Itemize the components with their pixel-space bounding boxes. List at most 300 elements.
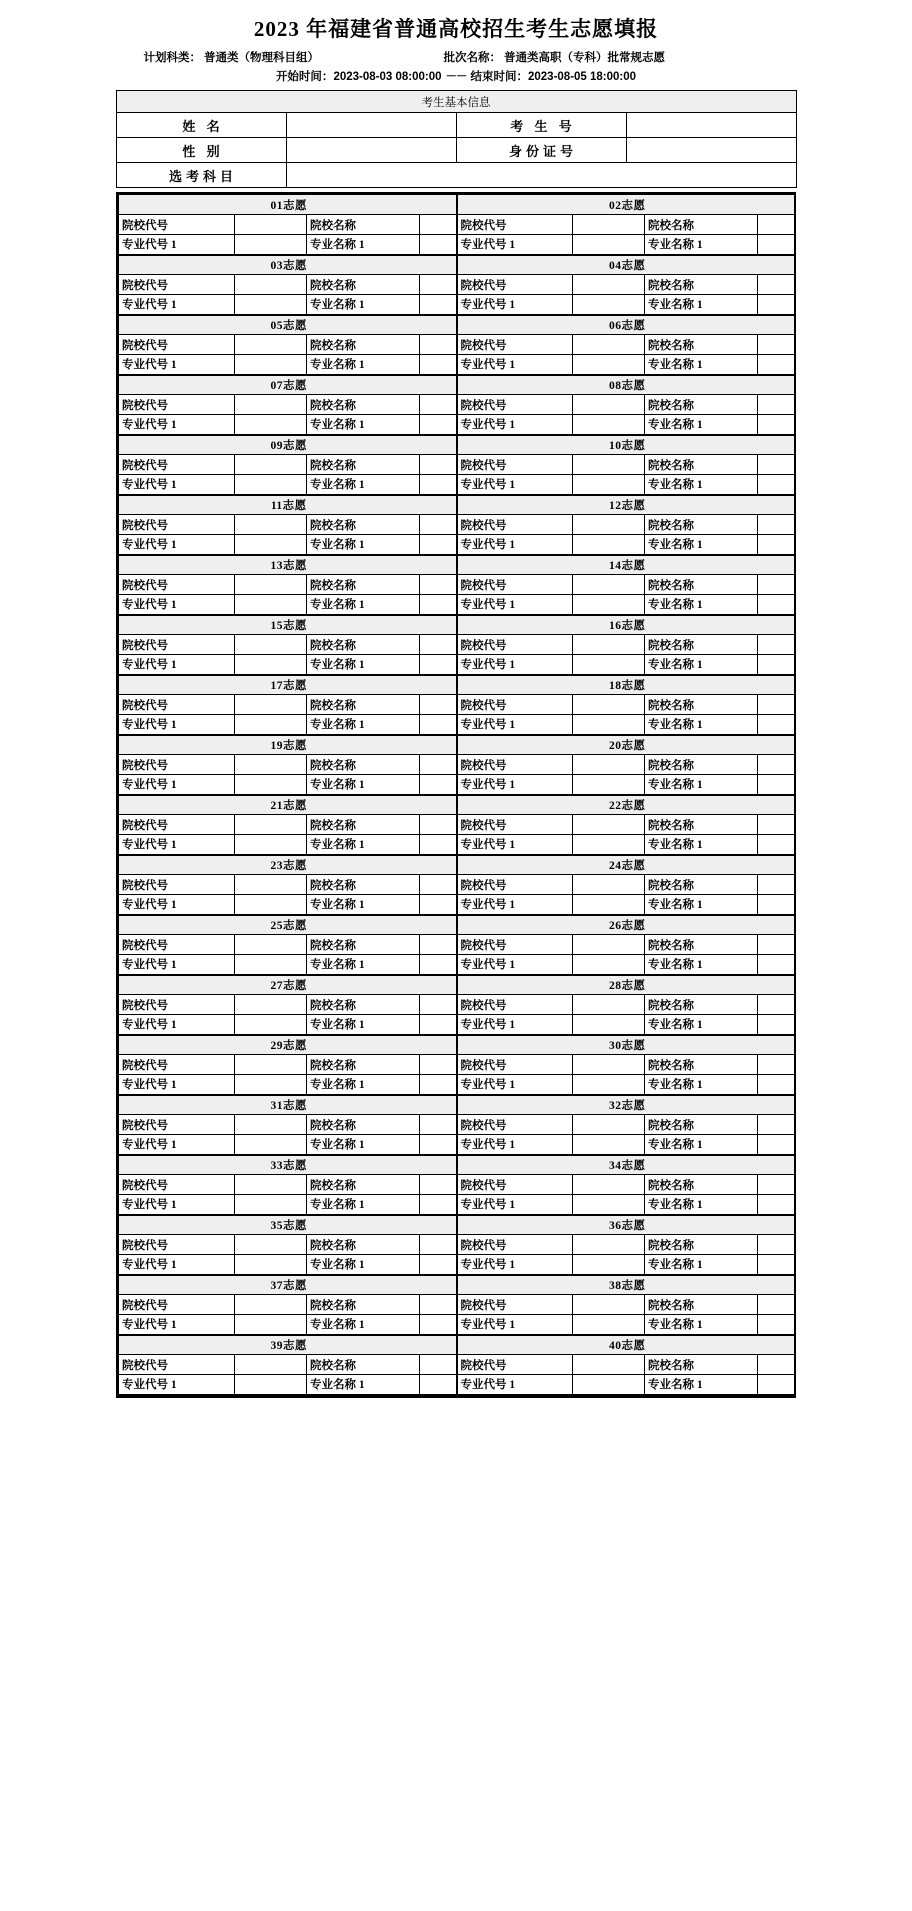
school-code-label: 院校代号: [119, 1055, 235, 1075]
school-code-field[interactable]: [235, 695, 307, 715]
major-name-field[interactable]: [420, 955, 457, 975]
school-code-field[interactable]: [573, 635, 645, 655]
major-code-field[interactable]: [573, 295, 645, 315]
wish-school-row: [119, 575, 795, 595]
school-name-field[interactable]: [420, 1235, 457, 1255]
major-code-label: 专业代号 1: [457, 1015, 573, 1035]
major-code-field[interactable]: [573, 1255, 645, 1275]
meta-row-time: [0, 65, 912, 90]
school-code-field[interactable]: [235, 275, 307, 295]
major-name-field[interactable]: [420, 1015, 457, 1035]
wish-header-row: [119, 915, 795, 935]
school-name-field[interactable]: [758, 275, 795, 295]
school-code-label: 院校代号: [457, 1115, 573, 1135]
major-code-label: 专业代号 1: [457, 655, 573, 675]
major-code-field[interactable]: [573, 1075, 645, 1095]
school-name-label: 院校名称: [307, 1295, 420, 1315]
major-code-field[interactable]: [573, 475, 645, 495]
major-name-field[interactable]: [758, 835, 795, 855]
basic-info-header-row: [116, 91, 796, 113]
major-name-label: 专业名称 1: [645, 1015, 758, 1035]
school-code-field[interactable]: [573, 1235, 645, 1255]
school-name-field[interactable]: [420, 635, 457, 655]
school-name-label: 院校名称: [645, 1295, 758, 1315]
school-name-label: 院校名称: [645, 875, 758, 895]
major-code-field[interactable]: [235, 835, 307, 855]
major-code-field[interactable]: [235, 295, 307, 315]
major-name-field[interactable]: [758, 1195, 795, 1215]
major-code-field[interactable]: [573, 355, 645, 375]
major-name-field[interactable]: [420, 835, 457, 855]
major-name-field[interactable]: [420, 535, 457, 555]
wish-major-row: [119, 295, 795, 315]
major-code-field[interactable]: [235, 1375, 307, 1395]
school-name-label: 院校名称: [645, 1055, 758, 1075]
school-code-label: 院校代号: [457, 515, 573, 535]
wish-header-row: [119, 1035, 795, 1055]
major-code-label: 专业代号 1: [119, 955, 235, 975]
plan-category: [139, 49, 444, 65]
school-name-field[interactable]: [758, 935, 795, 955]
wish-title-10: 10志愿: [457, 435, 795, 455]
time-separator: －－: [445, 71, 467, 83]
wish-title-18: 18志愿: [457, 675, 795, 695]
major-name-label: 专业名称 1: [307, 895, 420, 915]
major-code-field[interactable]: [573, 775, 645, 795]
meta-row-category: [0, 47, 912, 65]
major-name-label: 专业名称 1: [307, 295, 420, 315]
wish-title-26: 26志愿: [457, 915, 795, 935]
school-code-field[interactable]: [573, 275, 645, 295]
major-code-field[interactable]: [235, 1315, 307, 1335]
major-name-field[interactable]: [420, 235, 457, 255]
wish-major-row: [119, 235, 795, 255]
major-name-field[interactable]: [758, 475, 795, 495]
page-title: 2023 年福建省普通高校招生考生志愿填报: [253, 17, 659, 41]
major-name-label: 专业名称 1: [645, 1135, 758, 1155]
major-name-field[interactable]: [758, 1375, 795, 1395]
school-code-label: 院校代号: [119, 215, 235, 235]
major-code-label: 专业代号 1: [119, 355, 235, 375]
wish-header-row: [119, 615, 795, 635]
school-code-field[interactable]: [573, 575, 645, 595]
school-name-field[interactable]: [758, 1235, 795, 1255]
major-name-field[interactable]: [758, 715, 795, 735]
school-name-field[interactable]: [420, 1175, 457, 1195]
school-code-field[interactable]: [573, 1115, 645, 1135]
school-code-label: 院校代号: [119, 995, 235, 1015]
school-name-label: 院校名称: [307, 875, 420, 895]
major-name-label: 专业名称 1: [645, 535, 758, 555]
major-name-label: 专业名称 1: [645, 775, 758, 795]
school-code-field[interactable]: [235, 515, 307, 535]
school-name-label: 院校名称: [307, 575, 420, 595]
major-code-label: 专业代号 1: [457, 775, 573, 795]
major-name-label: 专业名称 1: [307, 775, 420, 795]
wish-header-row: [119, 1155, 795, 1175]
major-name-label: 专业名称 1: [307, 355, 420, 375]
major-code-field[interactable]: [573, 895, 645, 915]
wish-school-row: [119, 335, 795, 355]
school-name-label: 院校名称: [307, 1235, 420, 1255]
major-name-field[interactable]: [420, 595, 457, 615]
school-code-field[interactable]: [573, 1055, 645, 1075]
major-code-label: 专业代号 1: [457, 235, 573, 255]
school-code-field[interactable]: [235, 455, 307, 475]
major-name-field[interactable]: [420, 895, 457, 915]
major-name-label: 专业名称 1: [645, 475, 758, 495]
major-code-label: 专业代号 1: [119, 1015, 235, 1035]
name-field[interactable]: [286, 113, 456, 138]
school-name-label: 院校名称: [307, 1055, 420, 1075]
school-name-field[interactable]: [758, 1055, 795, 1075]
major-code-label: 专业代号 1: [119, 715, 235, 735]
wish-major-row: [119, 1375, 795, 1395]
major-code-field[interactable]: [235, 1195, 307, 1215]
school-name-label: 院校名称: [645, 815, 758, 835]
school-name-label: 院校名称: [307, 395, 420, 415]
school-name-field[interactable]: [758, 995, 795, 1015]
major-code-field[interactable]: [573, 1135, 645, 1155]
wish-school-row: [119, 1295, 795, 1315]
major-name-field[interactable]: [758, 1255, 795, 1275]
school-name-label: 院校名称: [645, 275, 758, 295]
major-name-field[interactable]: [758, 595, 795, 615]
major-code-field[interactable]: [235, 895, 307, 915]
elective-subjects-field[interactable]: [286, 163, 796, 188]
major-code-field[interactable]: [573, 715, 645, 735]
school-code-field[interactable]: [235, 1295, 307, 1315]
wish-major-row: [119, 655, 795, 675]
school-code-label: 院校代号: [457, 635, 573, 655]
school-name-label: 院校名称: [645, 215, 758, 235]
school-name-field[interactable]: [420, 755, 457, 775]
major-name-field[interactable]: [420, 775, 457, 795]
exam-id-field[interactable]: [626, 113, 796, 138]
wish-title-40: 40志愿: [457, 1335, 795, 1355]
major-name-field[interactable]: [420, 1075, 457, 1095]
major-code-label: 专业代号 1: [457, 295, 573, 315]
school-code-label: 院校代号: [457, 815, 573, 835]
table-row: [116, 113, 796, 138]
school-name-field[interactable]: [758, 635, 795, 655]
id-card-field[interactable]: [626, 138, 796, 163]
school-code-field[interactable]: [235, 335, 307, 355]
major-name-field[interactable]: [758, 415, 795, 435]
batch-name-label: 批次名称：: [443, 52, 501, 64]
school-name-field[interactable]: [420, 1115, 457, 1135]
school-code-field[interactable]: [573, 1295, 645, 1315]
wish-header-row: [119, 675, 795, 695]
school-name-field[interactable]: [758, 515, 795, 535]
school-name-label: 院校名称: [307, 275, 420, 295]
school-code-field[interactable]: [573, 455, 645, 475]
wish-school-row: [119, 1055, 795, 1075]
major-name-field[interactable]: [758, 1075, 795, 1095]
major-name-field[interactable]: [420, 715, 457, 735]
school-code-label: 院校代号: [119, 515, 235, 535]
major-code-field[interactable]: [235, 955, 307, 975]
major-name-label: 专业名称 1: [307, 535, 420, 555]
major-name-label: 专业名称 1: [645, 355, 758, 375]
school-name-field[interactable]: [758, 575, 795, 595]
major-name-field[interactable]: [420, 1195, 457, 1215]
major-code-field[interactable]: [573, 655, 645, 675]
school-name-label: 院校名称: [645, 335, 758, 355]
wish-title-03: 03志愿: [119, 255, 457, 275]
major-name-field[interactable]: [758, 1015, 795, 1035]
school-code-label: 院校代号: [457, 995, 573, 1015]
school-name-field[interactable]: [420, 455, 457, 475]
major-name-field[interactable]: [420, 415, 457, 435]
school-code-field[interactable]: [573, 815, 645, 835]
school-name-field[interactable]: [420, 875, 457, 895]
major-code-field[interactable]: [573, 1195, 645, 1215]
school-code-field[interactable]: [573, 1175, 645, 1195]
school-name-field[interactable]: [420, 695, 457, 715]
major-code-field[interactable]: [235, 535, 307, 555]
wish-header-row: [119, 1275, 795, 1295]
major-code-field[interactable]: [573, 1015, 645, 1035]
wish-major-row: [119, 595, 795, 615]
wish-major-row: [119, 1255, 795, 1275]
major-code-label: 专业代号 1: [457, 1315, 573, 1335]
school-code-field[interactable]: [235, 1115, 307, 1135]
school-code-field[interactable]: [573, 875, 645, 895]
major-name-label: 专业名称 1: [307, 1255, 420, 1275]
major-name-field[interactable]: [758, 1135, 795, 1155]
major-name-field[interactable]: [420, 1315, 457, 1335]
school-name-field[interactable]: [758, 335, 795, 355]
school-name-field[interactable]: [758, 215, 795, 235]
school-name-field[interactable]: [758, 395, 795, 415]
major-code-label: 专业代号 1: [457, 715, 573, 735]
school-name-field[interactable]: [758, 815, 795, 835]
start-time-value: 2023-08-03 08:00:00: [333, 71, 442, 83]
wish-title-32: 32志愿: [457, 1095, 795, 1115]
school-code-label: 院校代号: [457, 275, 573, 295]
major-code-field[interactable]: [235, 475, 307, 495]
school-name-field[interactable]: [758, 1355, 795, 1375]
wish-title-14: 14志愿: [457, 555, 795, 575]
school-name-field[interactable]: [758, 1175, 795, 1195]
major-code-field[interactable]: [235, 235, 307, 255]
school-name-field[interactable]: [420, 1295, 457, 1315]
wish-header-row: [119, 795, 795, 815]
school-code-label: 院校代号: [119, 875, 235, 895]
major-name-label: 专业名称 1: [645, 1315, 758, 1335]
major-name-label: 专业名称 1: [645, 655, 758, 675]
school-name-label: 院校名称: [645, 575, 758, 595]
school-name-field[interactable]: [420, 515, 457, 535]
wish-title-07: 07志愿: [119, 375, 457, 395]
school-name-field[interactable]: [420, 1355, 457, 1375]
major-code-field[interactable]: [235, 655, 307, 675]
major-name-field[interactable]: [420, 475, 457, 495]
school-name-field[interactable]: [420, 335, 457, 355]
major-name-label: 专业名称 1: [645, 835, 758, 855]
school-code-field[interactable]: [573, 695, 645, 715]
major-name-label: 专业名称 1: [645, 295, 758, 315]
school-code-field[interactable]: [235, 575, 307, 595]
major-name-field[interactable]: [420, 655, 457, 675]
wish-school-row: [119, 695, 795, 715]
school-code-label: 院校代号: [457, 1055, 573, 1075]
school-code-field[interactable]: [573, 515, 645, 535]
school-code-field[interactable]: [235, 815, 307, 835]
major-name-field[interactable]: [420, 355, 457, 375]
school-code-field[interactable]: [235, 875, 307, 895]
major-code-label: 专业代号 1: [457, 535, 573, 555]
major-name-label: 专业名称 1: [645, 1255, 758, 1275]
school-code-field[interactable]: [573, 935, 645, 955]
major-name-field[interactable]: [758, 355, 795, 375]
school-name-field[interactable]: [758, 875, 795, 895]
major-name-label: 专业名称 1: [307, 1315, 420, 1335]
major-name-label: 专业名称 1: [307, 1015, 420, 1035]
major-code-field[interactable]: [573, 415, 645, 435]
major-code-field[interactable]: [235, 715, 307, 735]
school-name-field[interactable]: [758, 455, 795, 475]
school-code-field[interactable]: [235, 935, 307, 955]
school-code-field[interactable]: [235, 1235, 307, 1255]
school-code-field[interactable]: [235, 1175, 307, 1195]
major-code-label: 专业代号 1: [457, 1135, 573, 1155]
major-code-field[interactable]: [235, 415, 307, 435]
school-name-field[interactable]: [420, 995, 457, 1015]
major-code-field[interactable]: [573, 235, 645, 255]
major-code-field[interactable]: [235, 1255, 307, 1275]
school-code-label: 院校代号: [119, 635, 235, 655]
wish-title-37: 37志愿: [119, 1275, 457, 1295]
major-name-field[interactable]: [420, 1135, 457, 1155]
major-code-field[interactable]: [573, 595, 645, 615]
major-code-field[interactable]: [573, 1375, 645, 1395]
major-name-field[interactable]: [758, 235, 795, 255]
plan-category-value: 普通类（物理科目组）: [204, 52, 319, 64]
school-code-field[interactable]: [235, 1055, 307, 1075]
wish-header-row: [119, 1215, 795, 1235]
major-name-field[interactable]: [420, 295, 457, 315]
major-code-label: 专业代号 1: [119, 1255, 235, 1275]
school-name-label: 院校名称: [307, 995, 420, 1015]
school-name-field[interactable]: [420, 815, 457, 835]
wish-title-06: 06志愿: [457, 315, 795, 335]
major-code-field[interactable]: [573, 1315, 645, 1335]
school-name-field[interactable]: [420, 275, 457, 295]
major-code-label: 专业代号 1: [119, 475, 235, 495]
school-name-field[interactable]: [420, 395, 457, 415]
major-code-field[interactable]: [235, 1135, 307, 1155]
school-code-field[interactable]: [573, 395, 645, 415]
major-name-label: 专业名称 1: [307, 955, 420, 975]
wish-title-34: 34志愿: [457, 1155, 795, 1175]
school-name-field[interactable]: [758, 695, 795, 715]
school-name-field[interactable]: [758, 755, 795, 775]
major-name-label: 专业名称 1: [645, 235, 758, 255]
major-name-field[interactable]: [758, 535, 795, 555]
major-name-label: 专业名称 1: [307, 1135, 420, 1155]
wish-title-36: 36志愿: [457, 1215, 795, 1235]
major-code-field[interactable]: [235, 1075, 307, 1095]
major-name-field[interactable]: [758, 895, 795, 915]
end-time-value: 2023-08-05 18:00:00: [528, 71, 637, 83]
plan-category-label: 计划科类：: [143, 52, 201, 64]
major-name-field[interactable]: [758, 955, 795, 975]
wish-school-row: [119, 215, 795, 235]
school-code-field[interactable]: [235, 395, 307, 415]
elective-subjects-label: 选考科目: [116, 163, 286, 188]
major-name-label: 专业名称 1: [645, 895, 758, 915]
school-name-label: 院校名称: [645, 635, 758, 655]
wish-major-row: [119, 955, 795, 975]
school-code-field[interactable]: [573, 755, 645, 775]
major-code-field[interactable]: [573, 535, 645, 555]
major-code-field[interactable]: [235, 595, 307, 615]
school-code-field[interactable]: [235, 755, 307, 775]
school-name-label: 院校名称: [645, 1235, 758, 1255]
school-code-field[interactable]: [235, 1355, 307, 1375]
wish-major-row: [119, 715, 795, 735]
school-name-label: 院校名称: [645, 515, 758, 535]
major-code-field[interactable]: [573, 835, 645, 855]
wish-header-row: [119, 195, 795, 215]
school-code-label: 院校代号: [457, 395, 573, 415]
school-name-label: 院校名称: [307, 515, 420, 535]
school-name-field[interactable]: [758, 1295, 795, 1315]
school-name-field[interactable]: [420, 215, 457, 235]
school-name-field[interactable]: [758, 1115, 795, 1135]
major-name-field[interactable]: [758, 295, 795, 315]
gender-field[interactable]: [286, 138, 456, 163]
wish-title-28: 28志愿: [457, 975, 795, 995]
major-code-label: 专业代号 1: [119, 1195, 235, 1215]
major-code-field[interactable]: [235, 355, 307, 375]
school-name-field[interactable]: [420, 935, 457, 955]
major-code-field[interactable]: [573, 955, 645, 975]
major-name-field[interactable]: [420, 1255, 457, 1275]
school-name-label: 院校名称: [645, 395, 758, 415]
major-name-label: 专业名称 1: [307, 1375, 420, 1395]
major-code-label: 专业代号 1: [119, 415, 235, 435]
wish-title-35: 35志愿: [119, 1215, 457, 1235]
wish-header-row: [119, 1095, 795, 1115]
major-name-field[interactable]: [758, 775, 795, 795]
school-code-label: 院校代号: [119, 455, 235, 475]
major-name-field[interactable]: [758, 1315, 795, 1335]
wish-school-row: [119, 935, 795, 955]
school-code-field[interactable]: [235, 995, 307, 1015]
school-code-field[interactable]: [235, 635, 307, 655]
school-code-field[interactable]: [573, 995, 645, 1015]
school-code-field[interactable]: [573, 1355, 645, 1375]
school-code-field[interactable]: [235, 215, 307, 235]
school-code-field[interactable]: [573, 335, 645, 355]
school-code-field[interactable]: [573, 215, 645, 235]
major-name-field[interactable]: [420, 1375, 457, 1395]
school-name-field[interactable]: [420, 575, 457, 595]
school-code-label: 院校代号: [457, 455, 573, 475]
school-name-field[interactable]: [420, 1055, 457, 1075]
school-name-label: 院校名称: [307, 215, 420, 235]
wish-header-row: [119, 975, 795, 995]
major-name-label: 专业名称 1: [307, 595, 420, 615]
wish-title-25: 25志愿: [119, 915, 457, 935]
major-code-field[interactable]: [235, 775, 307, 795]
major-code-field[interactable]: [235, 1015, 307, 1035]
wish-title-08: 08志愿: [457, 375, 795, 395]
major-name-field[interactable]: [758, 655, 795, 675]
